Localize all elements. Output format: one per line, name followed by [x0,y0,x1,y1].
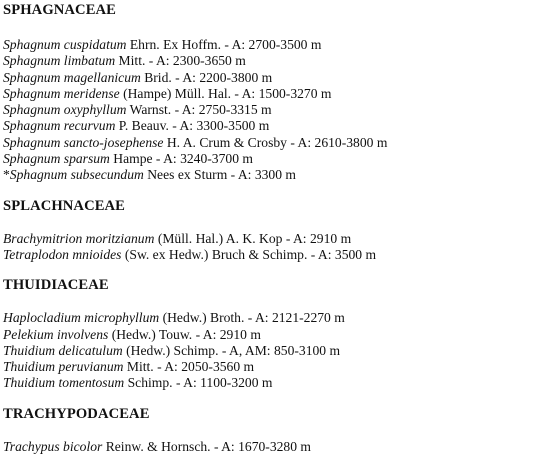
species-scientific-name: Haplocladium microphyllum [3,310,160,326]
species-prefix: * [3,167,10,183]
family-heading: SPHAGNACEAE [3,2,116,18]
species-scientific-name: Sphagnum magellanicum [3,69,141,85]
species-authority-altitude: (Hedw.) Broth. - A: 2121-2270 m [159,310,345,326]
species-list [3,310,546,391]
species-authority-altitude: Ehrn. Ex Hoffm. - A: 2700-3500 m [126,37,322,52]
species-authority-altitude: (Hampe) Müll. Hal. - A: 1500-3270 m [119,85,332,101]
species-entry [3,167,546,183]
species-scientific-name: Brachymitrion moritzianum [3,230,155,246]
species-scientific-name: Trachypus bicolor [3,438,103,454]
species-entry [3,359,546,375]
family-section-sphagnaceae [3,2,546,184]
species-authority-altitude: Mitt. - A: 2300-3650 m [115,53,246,69]
species-entry [3,37,546,53]
species-entry [3,86,546,102]
species-entry [3,439,546,455]
species-authority-altitude: Mitt. - A: 2050-3560 m [123,359,255,375]
family-section-splachnaceae [3,198,546,264]
species-scientific-name: Thuidium peruvianum [3,359,124,375]
species-authority-altitude: Nees ex Sturm - A: 3300 m [143,167,297,183]
species-scientific-name: Sphagnum sparsum [3,151,110,167]
species-scientific-name: Sphagnum recurvum [3,118,116,134]
species-authority-altitude: H. A. Crum & Crosby - A: 2610-3800 m [163,134,388,150]
species-entry [3,343,546,359]
document-page [3,0,546,455]
species-authority-altitude: (Hedw.) Schimp. - A, AM: 850-3100 m [122,342,341,358]
species-entry [3,151,546,167]
species-entry [3,70,546,86]
species-scientific-name: Thuidium tomentosum [3,375,125,391]
species-authority-altitude: Warnst. - A: 2750-3315 m [126,102,272,118]
species-entry [3,53,546,69]
species-authority-altitude: (Sw. ex Hedw.) Bruch & Schimp. - A: 3500 m [121,246,377,262]
species-entry [3,135,546,151]
species-scientific-name: Sphagnum sancto-josephense [3,134,164,150]
species-entry [3,118,546,134]
species-entry [3,231,546,247]
species-list [3,37,546,184]
species-scientific-name: Pelekium involvens [3,326,109,342]
species-scientific-name: Sphagnum cuspidatum [3,37,127,52]
species-scientific-name: Sphagnum subsecundum [9,167,144,183]
species-entry [3,327,546,343]
species-entry [3,310,546,326]
species-authority-altitude: Schimp. - A: 1100-3200 m [124,375,273,391]
species-entry [3,247,546,263]
family-section-trachypodaceae [3,406,546,455]
family-heading: THUIDIACEAE [3,277,109,294]
family-heading: TRACHYPODACEAE [3,405,150,422]
species-authority-altitude: P. Beauv. - A: 3300-3500 m [115,118,270,134]
species-authority-altitude: (Hedw.) Touw. - A: 2910 m [108,326,261,342]
species-authority-altitude: Hampe - A: 3240-3700 m [109,151,253,167]
family-section-thuidiaceae [3,277,546,391]
species-authority-altitude: (Müll. Hal.) A. K. Kop - A: 2910 m [154,230,352,246]
species-list [3,231,546,264]
species-scientific-name: Sphagnum oxyphyllum [3,102,127,118]
species-authority-altitude: Brid. - A: 2200-3800 m [140,69,273,85]
species-scientific-name: Tetraplodon mnioides [3,246,122,262]
species-entry [3,102,546,118]
species-list [3,439,546,455]
species-authority-altitude: Reinw. & Hornsch. - A: 1670-3280 m [102,438,311,454]
species-scientific-name: Sphagnum meridense [3,85,120,101]
species-scientific-name: Thuidium delicatulum [3,342,123,358]
species-entry [3,375,546,391]
family-heading: SPLACHNACEAE [3,197,126,214]
species-scientific-name: Sphagnum limbatum [3,53,116,69]
